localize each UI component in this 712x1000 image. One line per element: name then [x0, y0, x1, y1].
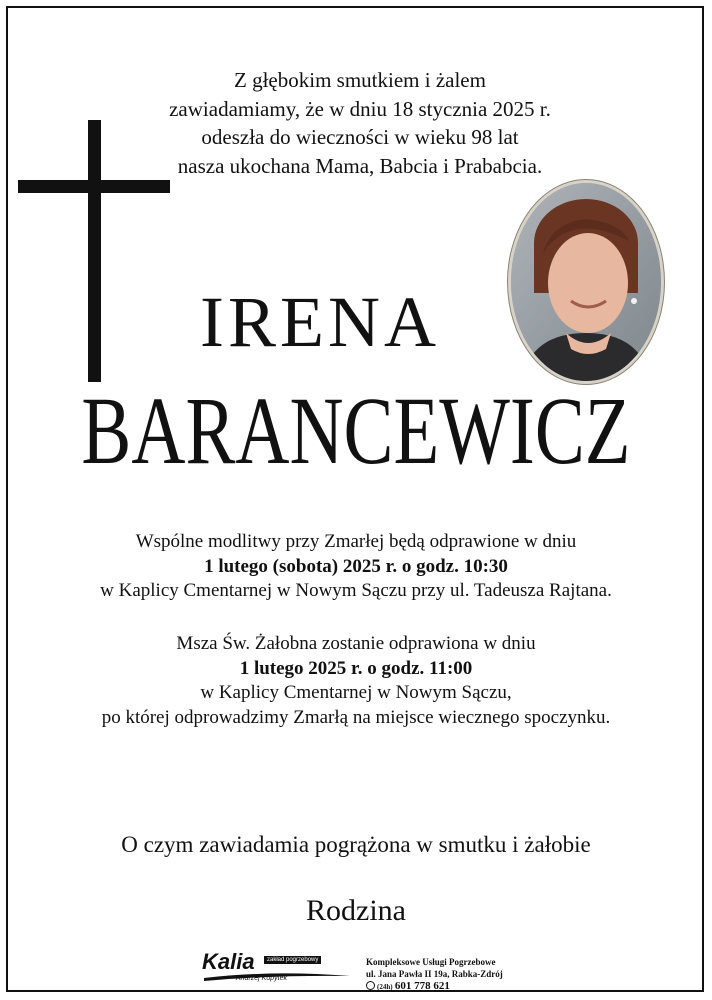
intro-line: Z głębokim smutkiem i żalem — [234, 68, 486, 92]
intro-line: odeszła do wieczności w wieku 98 lat — [201, 125, 519, 149]
logo-tag: zakład pogrzebowy — [264, 956, 321, 964]
mass-location: w Kaplicy Cmentarnej w Nowym Sączu, — [200, 682, 512, 703]
company-phone: 601 778 621 — [394, 980, 450, 992]
company-services: Kompleksowe Usługi Pogrzebowe — [366, 957, 496, 967]
funeral-home-logo — [202, 950, 352, 988]
announcement-intro — [120, 66, 600, 180]
intro-line: zawiadamiamy, że w dniu 18 stycznia 2025 r. — [169, 96, 551, 121]
prayer-location: w Kaplicy Cmentarnej w Nowym Sączu przy ul. Tadeusza Rajtana. — [100, 580, 612, 601]
cross-icon-horizontal — [18, 180, 170, 193]
phone-icon — [366, 981, 375, 990]
mass-burial: po której odprowadzimy Zmarłą na miejsce wiecznego spoczynku. — [101, 706, 611, 728]
mass-date: 1 lutego 2025 r. o godz. 11:00 — [239, 657, 473, 679]
deceased-first-name: IRENA — [200, 282, 440, 362]
closing-text: O czym zawiadamia pogrążona w smutku i żałobie — [121, 832, 591, 857]
company-phone-row — [366, 980, 566, 993]
phone-prefix: (24h) — [377, 983, 393, 991]
logo-name: Kalia — [202, 949, 255, 974]
prayer-info — [60, 530, 652, 604]
portrait-photo — [508, 180, 664, 384]
mass-info — [60, 632, 652, 730]
deceased-surname-text: BARANCEWICZ — [81, 377, 631, 484]
family-signature: Rodzina — [306, 894, 406, 927]
logo-owner: Andrzej Kopytek — [236, 975, 287, 982]
prayer-line: Wspólne modlitwy przy Zmarłej będą odprawione w dniu — [135, 531, 577, 552]
deceased-surname — [0, 376, 712, 486]
intro-line: nasza ukochana Mama, Babcia i Prababcia. — [177, 153, 543, 178]
prayer-date: 1 lutego (sobota) 2025 r. o godz. 10:30 — [204, 555, 508, 577]
company-info — [366, 956, 566, 993]
cross-icon-vertical — [88, 120, 101, 382]
mass-line: Msza Św. Żałobna zostanie odprawiona w dniu — [176, 633, 536, 654]
company-address: ul. Jana Pawła II 19a, Rabka-Zdrój — [366, 969, 503, 979]
